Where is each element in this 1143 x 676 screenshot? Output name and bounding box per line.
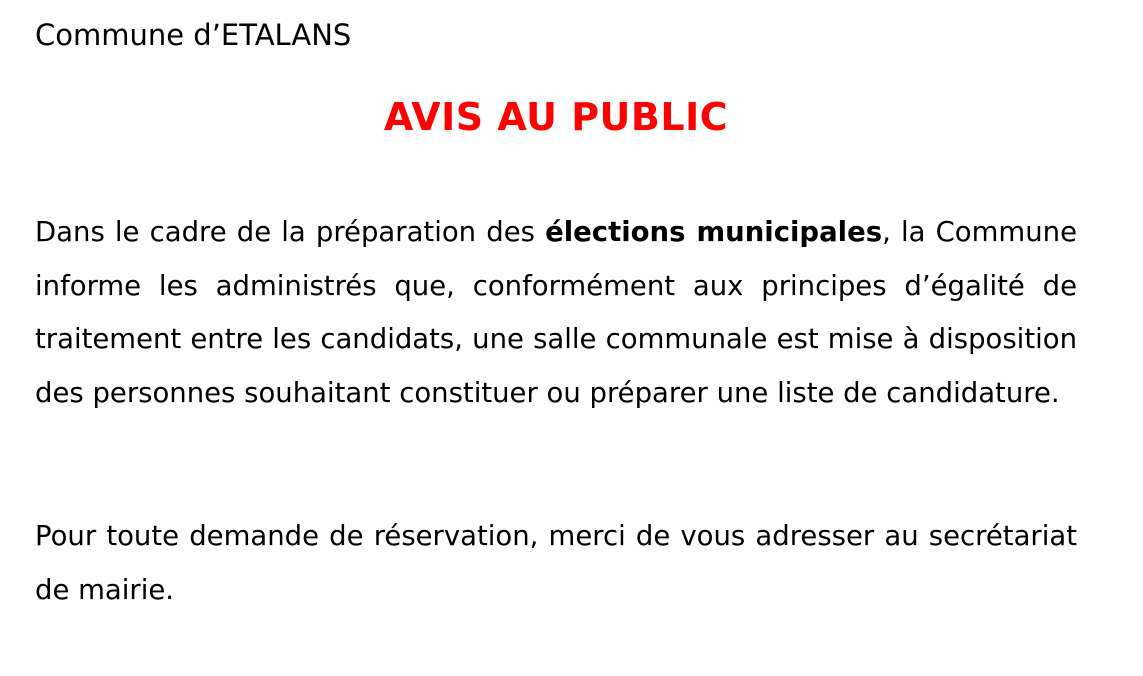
notice-title: AVIS AU PUBLIC [383, 95, 729, 139]
paragraph-elections-rest: , la Commune informe les administrés que, conformément aux principes d’égalité de traitement entre les candidats, une salle communale est mise à disposition des personnes souhaitant constituer ou préparer une liste de candidature. [35, 216, 1077, 409]
paragraph-elections-intro: Dans le cadre de la préparation des [35, 216, 546, 248]
commune-name: Commune d’ETALANS [35, 18, 352, 52]
paragraph-elections [35, 206, 1077, 420]
paragraph-elections-highlight: élections municipales [545, 216, 883, 248]
paragraph-reservation: Pour toute demande de réservation, merci de vous adresser au secrétariat de mairie. [35, 520, 1077, 606]
